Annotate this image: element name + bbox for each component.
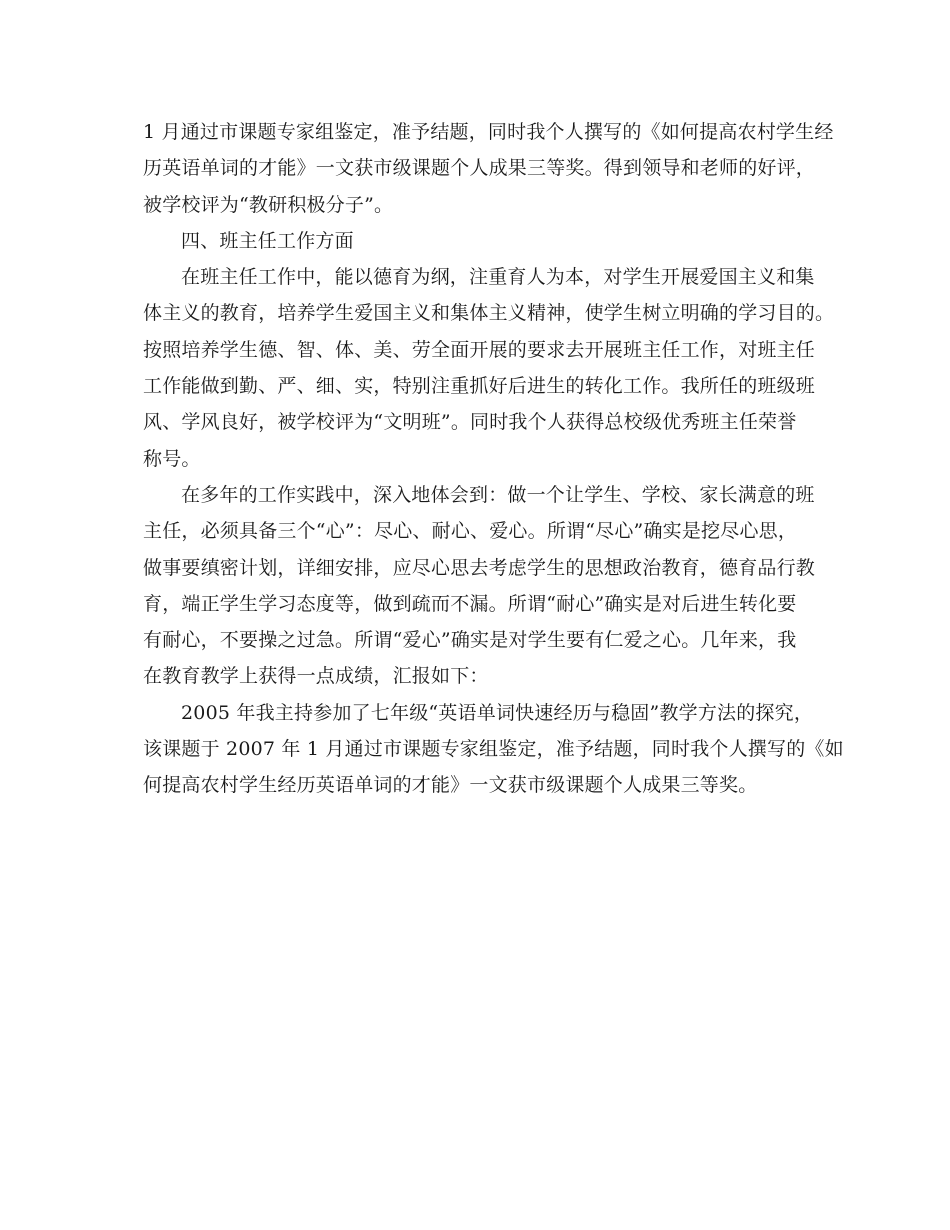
text-line: 在教育教学上获得一点成绩，汇报如下：	[143, 665, 489, 688]
document-body	[143, 114, 844, 804]
text-line: 在多年的工作实践中，深入地体会到：做一个让学生、学校、家长满意的班	[181, 483, 815, 506]
text-line: 1 月通过市课题专家组鉴定，准予结题，同时我个人撰写的《如何提高农村学生经	[143, 121, 834, 143]
text-line: 工作能做到勤、严、细、实，特别注重抓好后进生的转化工作。我所任的班级班	[143, 375, 816, 398]
text-line: 何提高农村学生经历英语单词的才能》一文获市级课题个人成果三等奖。	[143, 774, 758, 797]
text-line: 称号。	[143, 447, 201, 470]
text-line: 历英语单词的才能》一文获市级课题个人成果三等奖。得到领导和老师的好评，	[143, 157, 816, 180]
section-heading: 四、班主任工作方面	[181, 229, 354, 252]
text-line: 风、学风良好，被学校评为“文明班”。同时我个人获得总校级优秀班主任荣誉	[143, 411, 797, 434]
text-line: 按照培养学生德、智、体、美、劳全面开展的要求去开展班主任工作，对班主任	[143, 338, 816, 361]
text-line: 被学校评为“教研积极分子”。	[143, 193, 394, 216]
text-line: 2005 年我主持参加了七年级“英语单词快速经历与稳固”教学方法的探究，	[181, 701, 814, 724]
text-line: 做事要缜密计划，详细安排，应尽心思去考虑学生的思想政治教育，德育品行教	[143, 556, 816, 579]
text-line: 该课题于 2007 年 1 月通过市课题专家组鉴定，准予结题，同时我个人撰写的《如	[143, 738, 844, 761]
text-line: 在班主任工作中，能以德育为纲，注重育人为本，对学生开展爱国主义和集	[181, 266, 815, 289]
text-line: 有耐心，不要操之过急。所谓“爱心”确实是对学生要有仁爱之心。几年来，我	[143, 629, 797, 652]
text-line: 育，端正学生学习态度等，做到疏而不漏。所谓“耐心”确实是对后进生转化要	[143, 592, 797, 615]
text-line: 主任，必须具备三个“心”：尽心、耐心、爱心。所谓“尽心”确实是挖尽心思，	[143, 520, 798, 543]
text-line: 体主义的教育，培养学生爱国主义和集体主义精神，使学生树立明确的学习目的。	[143, 302, 835, 325]
